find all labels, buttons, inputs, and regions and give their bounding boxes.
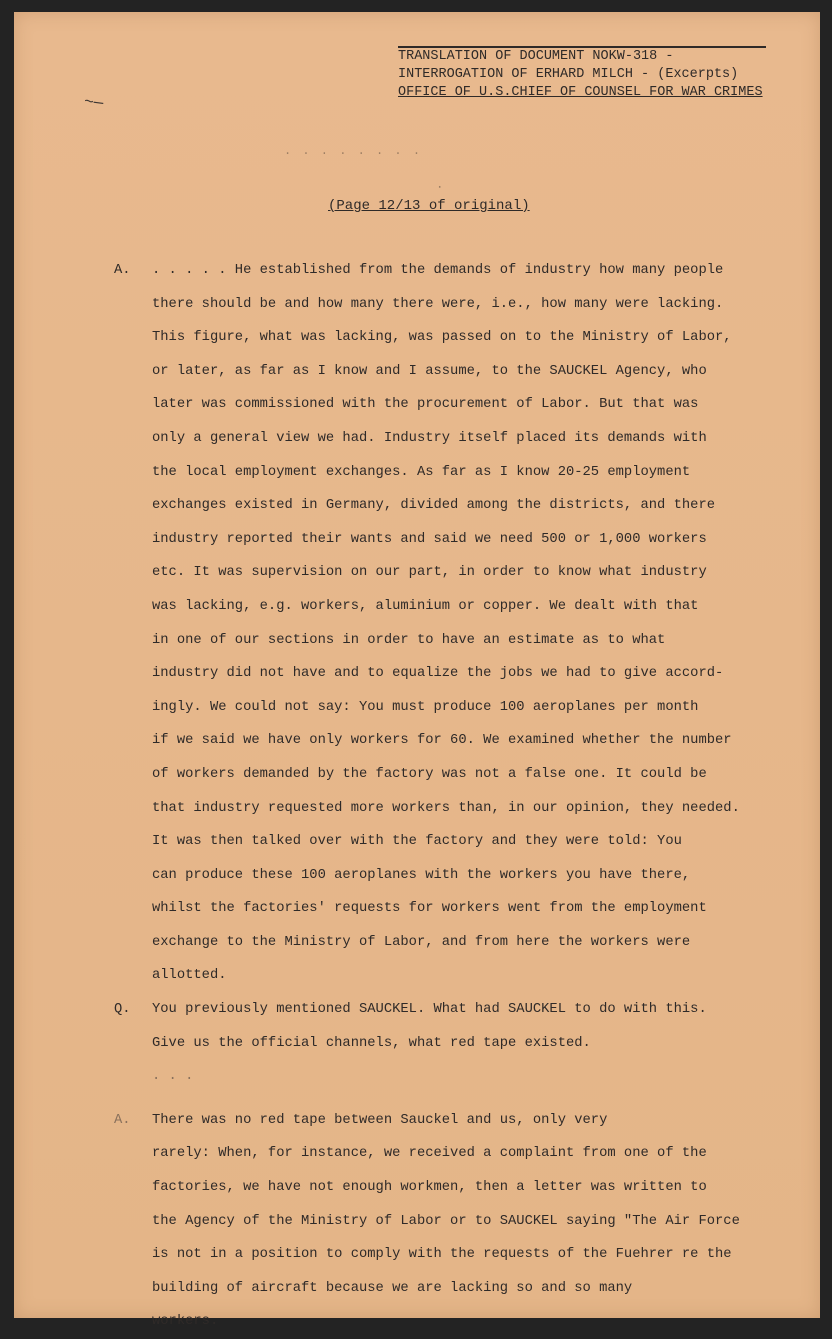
text-line: This figure, what was lacking, was passed on to the Ministry of Labor,: [152, 330, 732, 346]
text-line: factories, we have not enough workmen, then a letter was written to: [152, 1180, 707, 1196]
document-header: [398, 48, 778, 102]
interrogation-text: [114, 254, 774, 1339]
text-line: etc. It was supervision on our part, in order to know what industry: [152, 565, 707, 581]
text-line: the Agency of the Ministry of Labor or to SAUCKEL saying "The Air Force: [152, 1213, 740, 1229]
text-line: whilst the factories' requests for workers went from the employment: [152, 901, 707, 917]
header-interrogation-line: INTERROGATION OF ERHARD MILCH - (Excerpts): [398, 67, 739, 82]
text-line: if we said we have only workers for 60. We examined whether the number: [152, 733, 732, 749]
text-line: is not in a position to comply with the requests of the Fuehrer re the: [152, 1247, 732, 1263]
answer-label: A.: [114, 263, 131, 278]
text-line: or later, as far as I know and I assume, to the SAUCKEL Agency, who: [152, 363, 707, 379]
question-label: Q.: [114, 1002, 131, 1018]
text-line: rarely: When, for instance, we received a complaint from one of the: [152, 1146, 707, 1162]
text-line: . . . . . He established from the demands of industry how many people: [152, 263, 724, 278]
text-line: in one of our sections in order to have an estimate as to what: [152, 632, 666, 648]
text-line: workers.: [152, 1314, 219, 1330]
text-line: industry reported their wants and said we need 500 or 1,000 workers: [152, 531, 707, 547]
text-line: allotted.: [152, 968, 227, 984]
text-line: the local employment exchanges. As far as I know 20-25 employment: [152, 464, 691, 480]
faint-text-line: . . .: [152, 1069, 194, 1085]
text-line: only a general view we had. Industry itself placed its demands with: [152, 430, 707, 446]
text-line: later was commissioned with the procurement of Labor. But that was: [152, 397, 699, 413]
header-office-line: OFFICE OF U.S.CHIEF OF COUNSEL FOR WAR CRIMES: [398, 85, 763, 100]
text-line: exchanges existed in Germany, divided among the districts, and there: [152, 498, 716, 514]
text-line: It was then talked over with the factory and they were told: You: [152, 834, 682, 850]
question-paragraph: [114, 993, 774, 1094]
text-line: there should be and how many there were, i.e., how many were lacking.: [152, 296, 724, 312]
text-line: Give us the official channels, what red tape existed.: [152, 1035, 591, 1051]
handwritten-mark: ~─: [82, 92, 105, 114]
text-line: exchange to the Ministry of Labor, and from here the workers were: [152, 934, 691, 950]
text-line: that industry requested more workers than, in our opinion, they needed.: [152, 800, 740, 816]
text-line: was lacking, e.g. workers, aluminium or copper. We dealt with that: [152, 598, 699, 614]
text-line: can produce these 100 aeroplanes with the workers you have there,: [152, 867, 691, 883]
answer-paragraph-2: [114, 1104, 774, 1339]
faint-dot-mark: ⋅: [436, 181, 444, 195]
page-reference: (Page 12/13 of original): [328, 198, 530, 214]
header-translation-line: TRANSLATION OF DOCUMENT NOKW-318 -: [398, 49, 674, 64]
text-line: building of aircraft because we are lacking so and so many: [152, 1280, 633, 1296]
text-line: There was no red tape between Sauckel and us, only very: [152, 1112, 608, 1128]
text-line: ingly. We could not say: You must produce 100 aeroplanes per month: [152, 699, 699, 715]
text-line: industry did not have and to equalize the jobs we had to give accord-: [152, 666, 724, 682]
header-rule: [398, 46, 766, 48]
answer-label: A.: [114, 1112, 131, 1128]
answer-paragraph-1: [114, 254, 774, 993]
document-page: [14, 12, 820, 1330]
faint-typing-marks: . . . . . . . .: [284, 144, 423, 158]
text-line: of workers demanded by the factory was not a false one. It could be: [152, 766, 707, 782]
text-line: You previously mentioned SAUCKEL. What had SAUCKEL to do with this.: [152, 1002, 707, 1018]
